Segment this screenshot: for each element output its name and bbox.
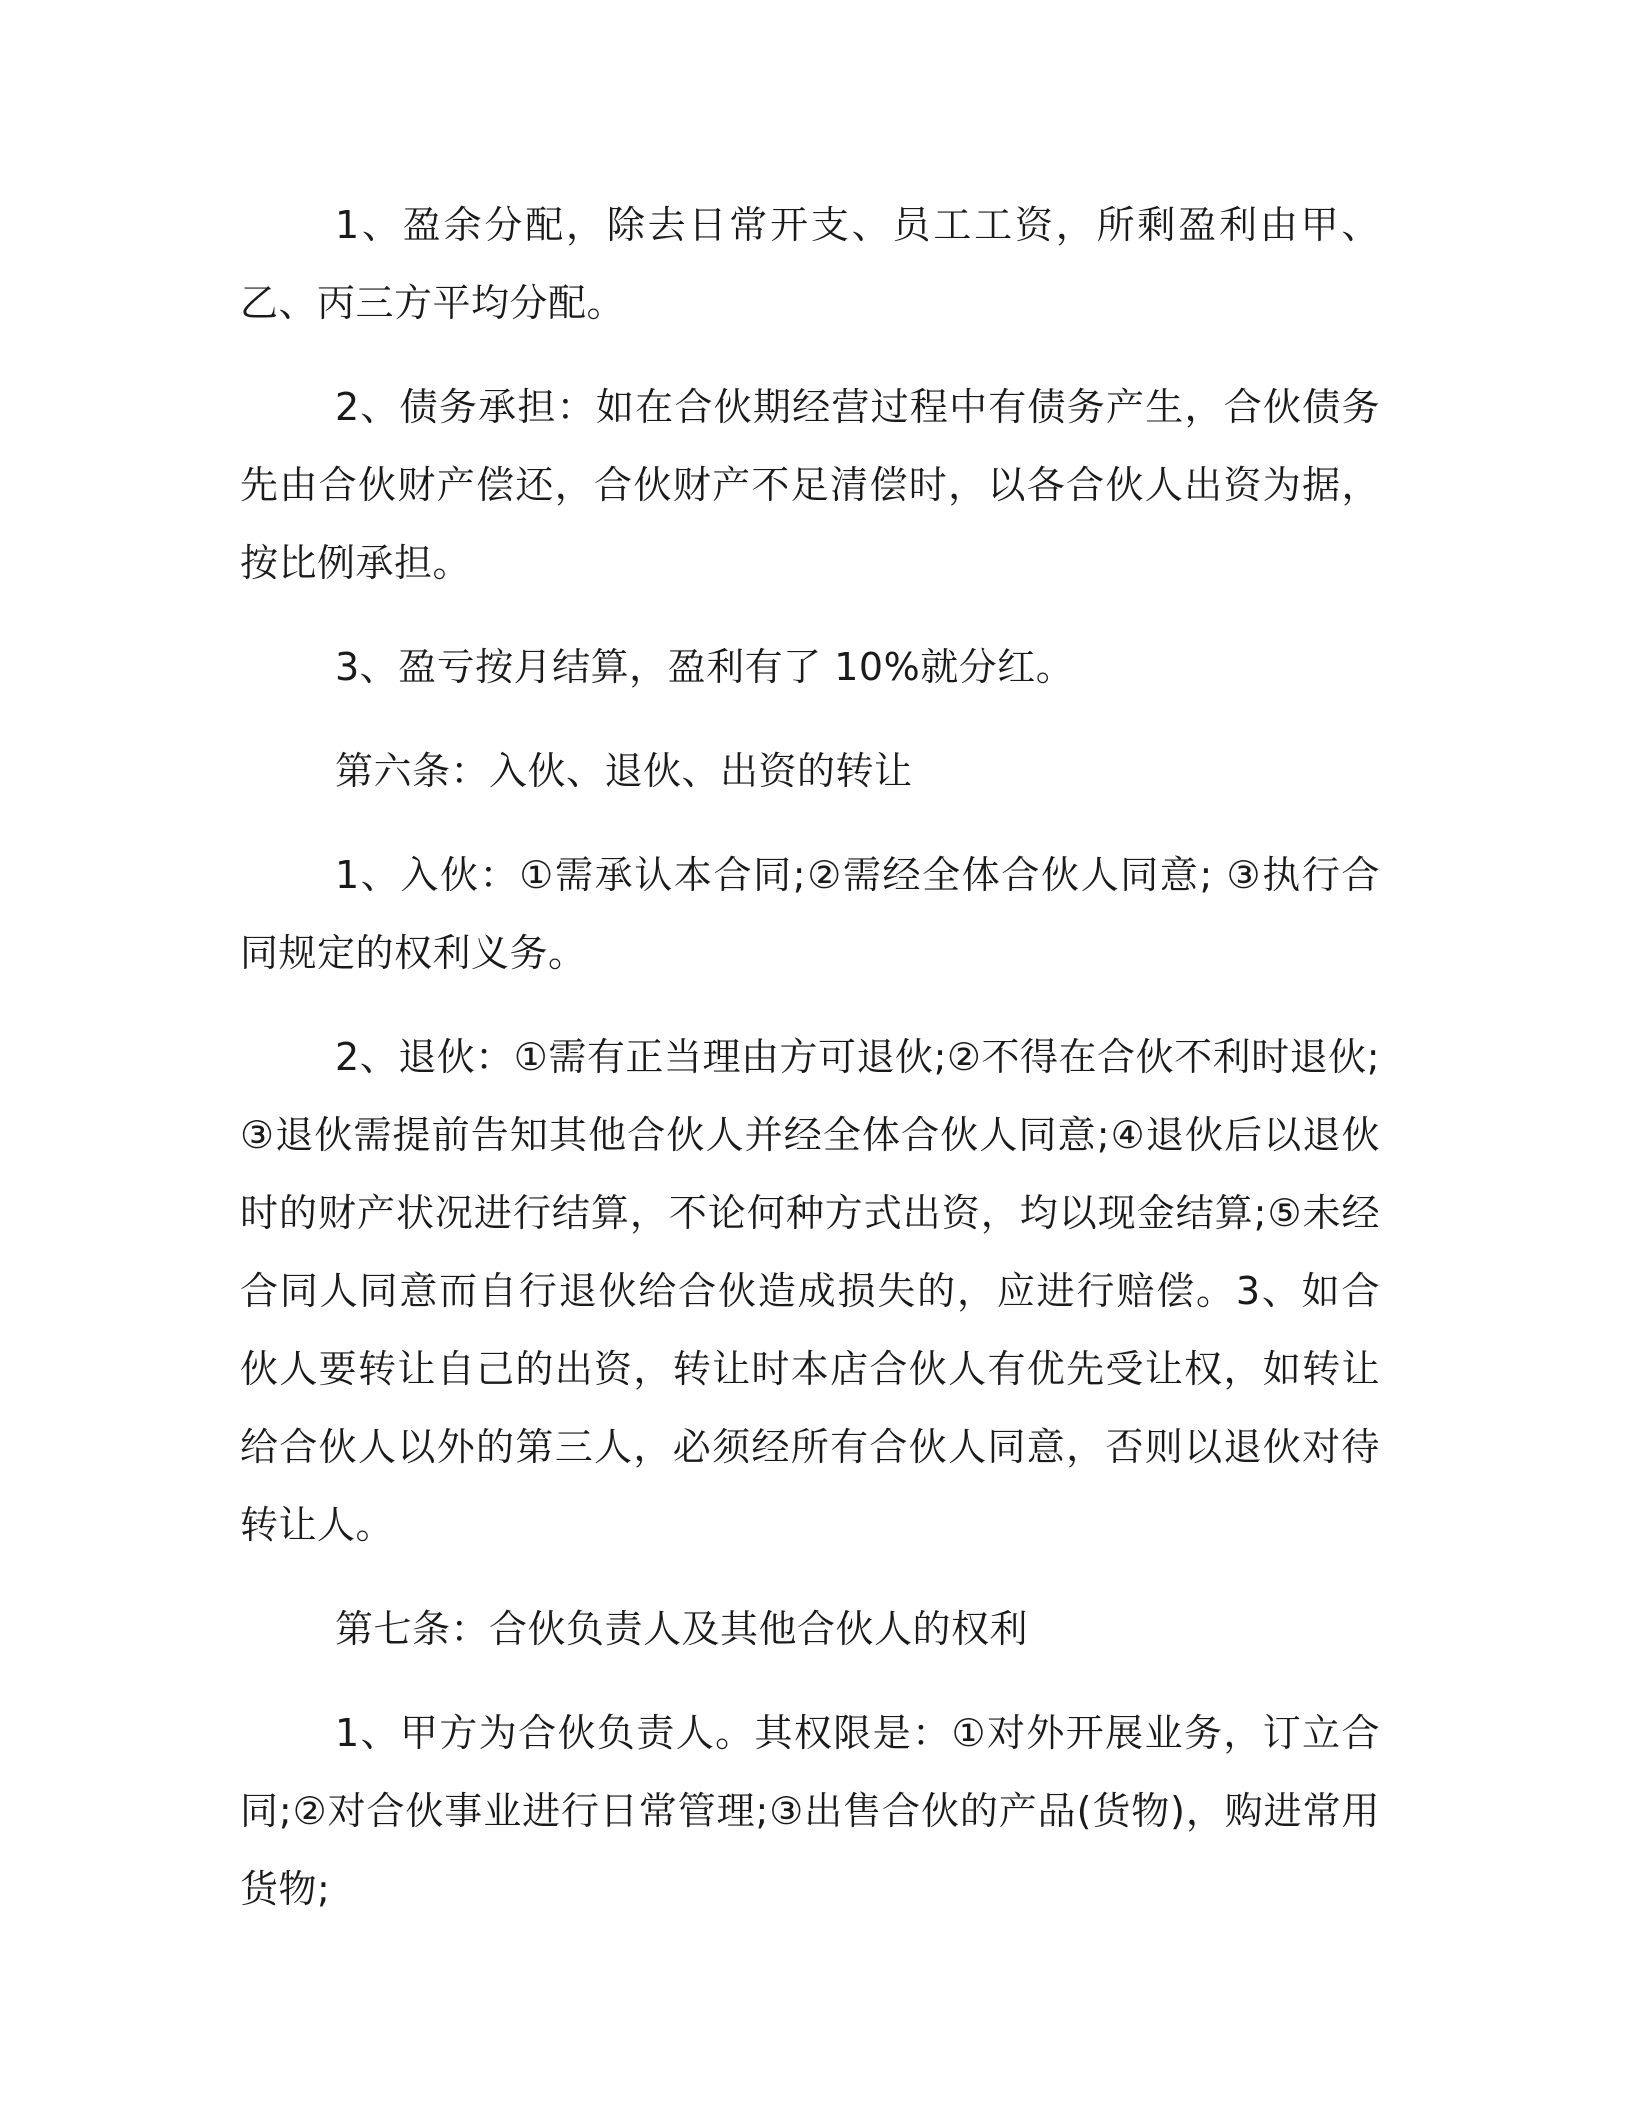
section-heading-article-6: 第六条：入伙、退伙、出资的转让 — [335, 749, 913, 793]
paragraph-monthly-settlement: 3、盈亏按月结算，盈利有了 10%就分红。 — [335, 645, 1075, 689]
paragraph-manager-authority: 1、甲方为合伙负责人。其权限是：①对外开展业务，订立合同;②对合伙事业进行日常管理;③出售合伙的产品(货物)，购进常用货物; — [240, 1711, 1380, 1911]
section-heading-article-7: 第七条：合伙负责人及其他合伙人的权利 — [335, 1607, 1029, 1651]
paragraph-withdrawal: 2、退伙：①需有正当理由方可退伙;②不得在合伙不利时退伙;③退伙需提前告知其他合伙人并经全体合伙人同意;④退伙后以退伙时的财产状况进行结算，不论何种方式出资，均以现金结算;⑤未经合同人同意而自行退伙给合伙造成损失的，应进行赔偿。3、如合伙人要转让自己的出资，转让时本店合伙人有优先受让权，如转让给合伙人以外的第三人，必须经所有合伙人同意，否则以退伙对待转让人。 — [240, 1035, 1380, 1547]
paragraph-profit-distribution: 1、盈余分配，除去日常开支、员工工资，所剩盈利由甲、乙、丙三方平均分配。 — [240, 203, 1380, 325]
paragraph-debt-liability: 2、债务承担：如在合伙期经营过程中有债务产生，合伙债务先由合伙财产偿还，合伙财产不足清偿时，以各合伙人出资为据，按比例承担。 — [240, 385, 1380, 585]
document-body — [240, 186, 1380, 1928]
paragraph-joining: 1、入伙：①需承认本合同;②需经全体合伙人同意; ③执行合同规定的权利义务。 — [240, 853, 1380, 975]
